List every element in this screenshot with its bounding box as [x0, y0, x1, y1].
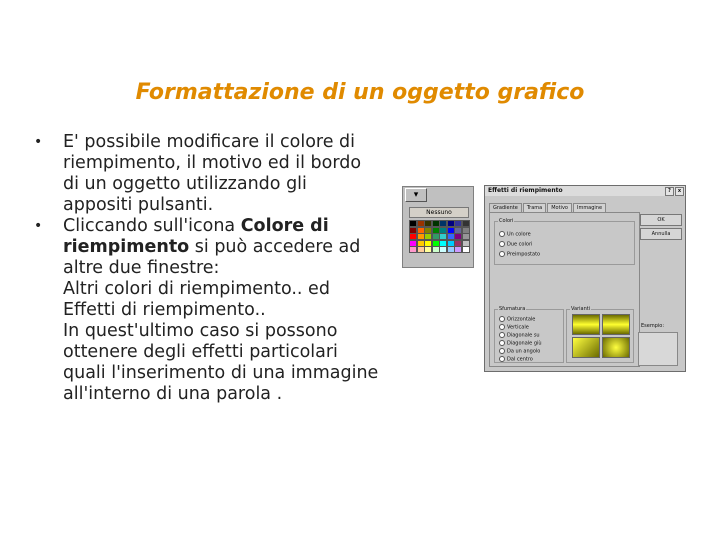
tab-picture[interactable]: Immagine — [573, 203, 606, 212]
variant-swatches — [572, 314, 630, 358]
radio-preset[interactable]: Preimpostato — [499, 251, 540, 258]
help-button[interactable]: ? — [665, 187, 674, 196]
colors-group — [494, 218, 635, 265]
bullet-item — [30, 132, 380, 216]
bullet-list — [30, 132, 380, 405]
shading-group-label: Sfumatura — [499, 306, 526, 312]
bullet-text-post: si può accedere ad altre due finestre: — [63, 237, 361, 278]
radio-diagonal-up[interactable]: Diagonale su — [499, 332, 540, 339]
dialog-titlebar — [485, 186, 685, 196]
radio-from-corner[interactable]: Da un angolo — [499, 348, 540, 355]
radio-horizontal[interactable]: Orizzontale — [499, 316, 535, 323]
tab-gradient[interactable]: Gradiente — [489, 203, 522, 212]
fill-effects-dialog — [484, 185, 686, 372]
tab-pattern[interactable]: Motivo — [547, 203, 572, 212]
radio-from-center[interactable]: Dal centro — [499, 356, 533, 363]
tab-texture[interactable]: Trama — [523, 203, 546, 212]
preview-label: Esempio: — [641, 323, 665, 329]
ok-button[interactable]: OK — [640, 214, 682, 226]
radio-vertical[interactable]: Verticale — [499, 324, 529, 331]
slide-title: Formattazione di un oggetto grafico — [135, 80, 585, 105]
radio-two-colors[interactable]: Due colori — [499, 241, 532, 248]
gradient-panel — [489, 212, 640, 367]
variant-option[interactable] — [572, 337, 600, 358]
preview-box — [638, 332, 678, 366]
shading-group — [494, 306, 564, 363]
variants-group-label: Varianti — [571, 306, 591, 312]
cancel-button[interactable]: Annulla — [640, 228, 682, 240]
close-button[interactable]: x — [675, 187, 684, 196]
paragraph: Altri colori di riempimento.. ed Effetti di riempimento.. — [63, 279, 330, 320]
fill-color-palette — [402, 186, 474, 268]
variant-option[interactable] — [572, 314, 600, 335]
radio-one-color[interactable]: Un colore — [499, 231, 531, 238]
paragraph: In quest'ultimo caso si possono ottenere degli effetti particolari quali l'inserimento di una immagine all'interno di una parola . — [63, 321, 379, 404]
bullet-item — [30, 216, 380, 279]
dialog-title: Effetti di riempimento — [488, 187, 563, 194]
variant-option[interactable] — [602, 314, 630, 335]
bullet-dot-icon: • — [34, 218, 43, 234]
paint-bucket-icon: ▾ — [413, 190, 419, 200]
variant-option[interactable] — [602, 337, 630, 358]
radio-diagonal-down[interactable]: Diagonale giù — [499, 340, 542, 347]
bullet-text-bold: Colore di riempimento — [63, 216, 329, 257]
fill-color-button[interactable] — [405, 188, 427, 202]
no-fill-button[interactable]: Nessuno — [409, 207, 469, 218]
color-swatch[interactable] — [462, 246, 470, 253]
color-swatches — [409, 220, 469, 252]
bullet-text-pre: Cliccando sull'icona — [63, 216, 241, 236]
colors-group-label: Colori — [499, 218, 514, 224]
bullet-dot-icon: • — [34, 134, 43, 150]
tab-bar — [489, 203, 606, 212]
bullet-text: E' possibile modificare il colore di riempimento, il motivo ed il bordo di un oggetto utilizzando gli appositi pulsanti. — [63, 132, 362, 215]
